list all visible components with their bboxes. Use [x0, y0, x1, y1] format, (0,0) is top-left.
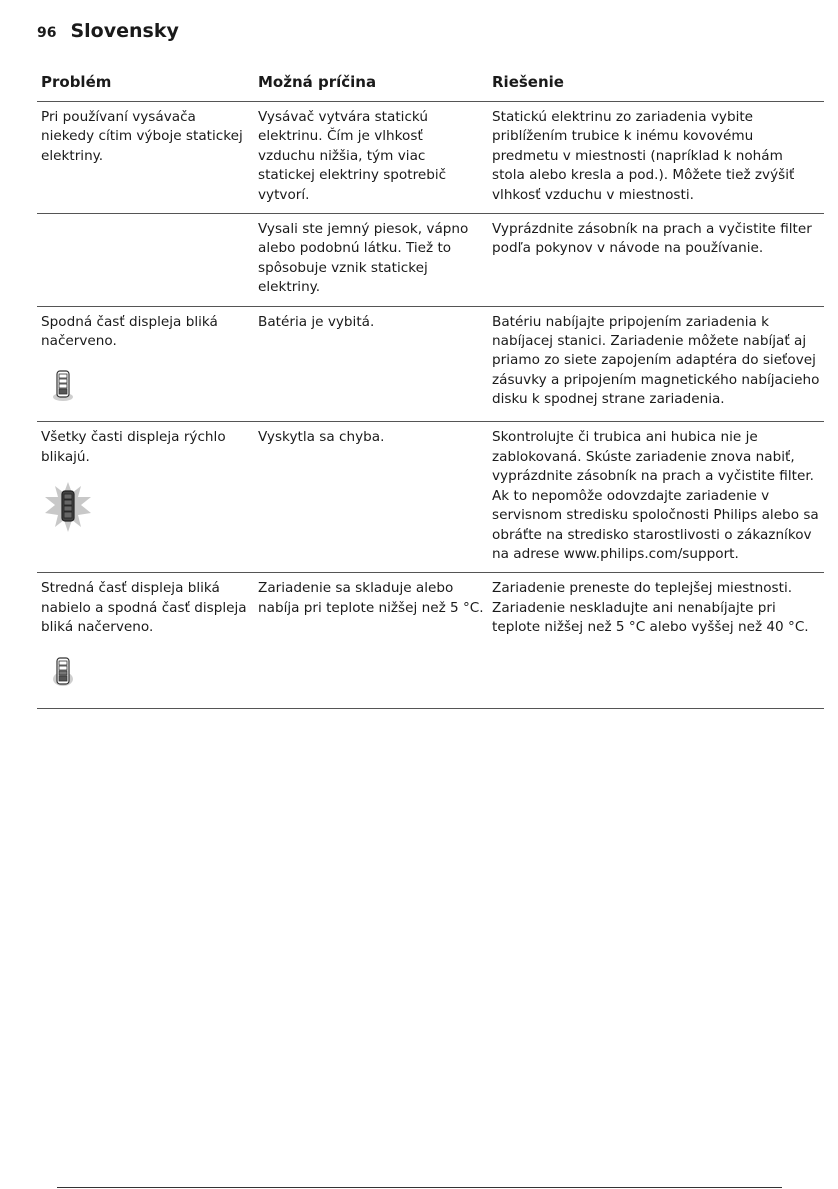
page-language: Slovensky	[70, 20, 179, 42]
table-row	[37, 306, 824, 422]
solution-text: Statickú elektrinu zo zariadenia vybite priblížením trubice k inému kovovému predmetu v miestnosti (napríklad k nohám stola alebo kresla a pod.). Môžete tiež zvýšiť vlhkosť vzduchu v miestnosti.	[492, 109, 795, 203]
all-segments-blink-icon	[43, 481, 93, 533]
problem-text: Pri používaní vysávača niekedy cítim výboje statickej elektriny.	[41, 109, 243, 164]
column-header-solution: Riešenie	[488, 70, 824, 102]
cause-text: Vysali ste jemný piesok, vápno alebo podobnú látku. Tiež to spôsobuje vznik statickej elektriny.	[258, 221, 469, 296]
troubleshooting-table	[37, 70, 824, 709]
problem-cell	[37, 306, 254, 422]
page-header	[37, 20, 179, 42]
table-row	[37, 102, 824, 214]
table-row	[37, 214, 824, 307]
cause-cell	[254, 102, 488, 214]
cause-text: Zariadenie sa skladuje alebo nabíja pri teplote nižšej než 5 °C.	[258, 580, 484, 616]
middle-bottom-blink-icon	[43, 652, 83, 692]
solution-text: Zariadenie preneste do teplejšej miestnosti. Zariadenie neskladujte ani nenabíjajte pri teplote nižšej než 5 °C alebo vyššej než 40 °C.	[492, 580, 809, 636]
solution-cell	[488, 102, 824, 214]
solution-text: Skontrolujte či trubica ani hubica nie je zablokovaná. Skúste zariadenie znova nabiť, vyprázdnite zásobník na prach a vyčistite filter. Ak to nepomôže odovzdajte zariadenie v servisnom stredisku spoločnosti Philips alebo sa obráťte na stredisko starostlivosti o zákazníkov na adrese www.philips.com/support.	[492, 429, 819, 562]
solution-cell	[488, 573, 824, 708]
solution-cell	[488, 422, 824, 573]
table-row	[37, 422, 824, 573]
cause-cell	[254, 306, 488, 422]
battery-bottom-blink-icon	[43, 365, 83, 405]
cause-text: Batéria je vybitá.	[258, 313, 375, 330]
solution-cell	[488, 306, 824, 422]
problem-text: Stredná časť displeja bliká nabielo a spodná časť displeja bliká načerveno.	[41, 580, 247, 636]
problem-cell	[37, 102, 254, 214]
page-number: 96	[37, 25, 57, 41]
problem-cell	[37, 214, 254, 307]
column-header-problem: Problém	[37, 70, 254, 102]
solution-text: Batériu nabíjajte pripojením zariadenia k nabíjacej stanici. Zariadenie môžete nabíjať aj priamo zo siete zapojením adaptéra do sieťovej zásuvky a pripojením magnetického nabíjacieho disku k spodnej strane zariadenia.	[492, 313, 820, 408]
table-row	[37, 573, 824, 708]
cause-cell	[254, 422, 488, 573]
footer-divider	[57, 1187, 782, 1188]
problem-text: Spodná časť displeja bliká načerveno.	[41, 313, 218, 350]
cause-cell	[254, 573, 488, 708]
problem-cell	[37, 573, 254, 708]
problem-text: Všetky časti displeja rýchlo blikajú.	[41, 429, 226, 465]
table-header-row	[37, 70, 824, 102]
solution-cell	[488, 214, 824, 307]
cause-text: Vysávač vytvára statickú elektrinu. Čím je vlhkosť vzduchu nižšia, tým viac statickej elektriny spotrebič vytvorí.	[258, 109, 447, 203]
column-header-cause: Možná príčina	[254, 70, 488, 102]
solution-text: Vyprázdnite zásobník na prach a vyčistite filter podľa pokynov v návode na používanie.	[492, 221, 812, 257]
cause-cell	[254, 214, 488, 307]
problem-cell	[37, 422, 254, 573]
cause-text: Vyskytla sa chyba.	[258, 429, 385, 446]
